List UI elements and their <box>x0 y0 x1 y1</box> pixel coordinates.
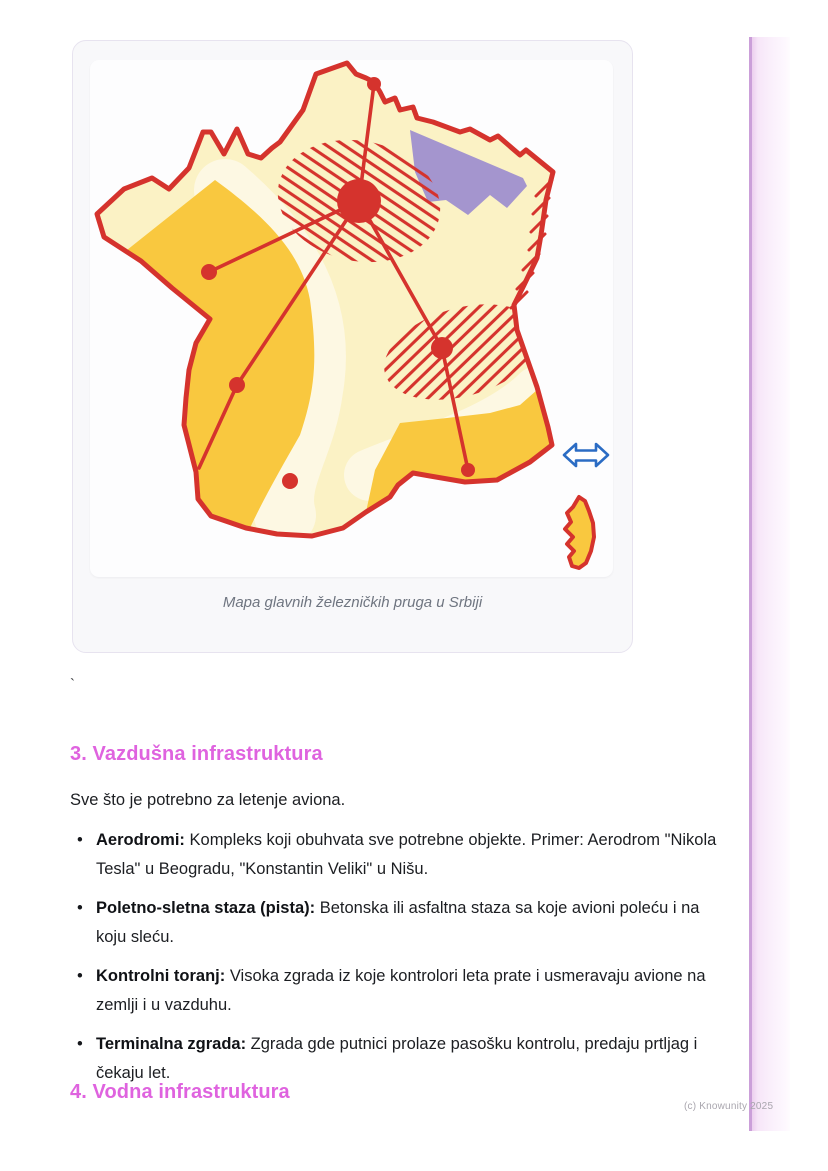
map-country-fill <box>90 60 613 577</box>
island-shape <box>565 497 594 568</box>
infrastructure-list <box>70 826 732 1098</box>
list-item <box>70 1030 732 1087</box>
bullet-icon: • <box>77 967 83 985</box>
bullet-icon: • <box>77 899 83 917</box>
list-item <box>70 826 732 883</box>
list-term: Aerodromi: <box>96 831 185 849</box>
railway-map-illustration <box>90 60 613 577</box>
bullet-icon: • <box>77 1035 83 1053</box>
list-desc: Kompleks koji obuhvata sve potrebne objekte. Primer: Aerodrom "Nikola Tesla" u Beogradu, "Konstantin Veliki" u Nišu. <box>96 831 717 878</box>
list-term: Terminalna zgrada: <box>96 1035 247 1053</box>
figure-caption: Mapa glavnih železničkih pruga u Srbiji <box>222 594 483 611</box>
list-term: Kontrolni toranj: <box>96 967 226 985</box>
list-item <box>70 962 732 1019</box>
section-intro: Sve što je potrebno za letenje aviona. <box>70 791 346 809</box>
watermark-text: (c) Knowunity 2025 <box>684 1101 774 1112</box>
page-edge-highlight-strip <box>749 37 790 1131</box>
map-figure-card <box>72 40 633 653</box>
section-heading-vazdusna: 3. Vazdušna infrastruktura <box>70 743 323 765</box>
section-heading-vodna: 4. Vodna infrastruktura <box>70 1081 290 1103</box>
list-desc: Betonska ili asfaltna staza sa koje avioni poleću i na koju sleću. <box>96 899 700 946</box>
list-desc: Zgrada gde putnici prolaze pasošku kontrolu, predaju prtljag i čekaju let. <box>96 1035 698 1082</box>
stray-backtick-text: ` <box>70 676 75 693</box>
resize-horizontal-icon[interactable] <box>564 444 608 466</box>
bullet-icon: • <box>77 831 83 849</box>
map-image[interactable] <box>90 60 613 577</box>
list-term: Poletno-sletna staza (pista): <box>96 899 316 917</box>
list-item <box>70 894 732 951</box>
list-desc: Visoka zgrada iz koje kontrolori leta prate i usmeravaju avione na zemlji i u vazduhu. <box>96 967 706 1014</box>
